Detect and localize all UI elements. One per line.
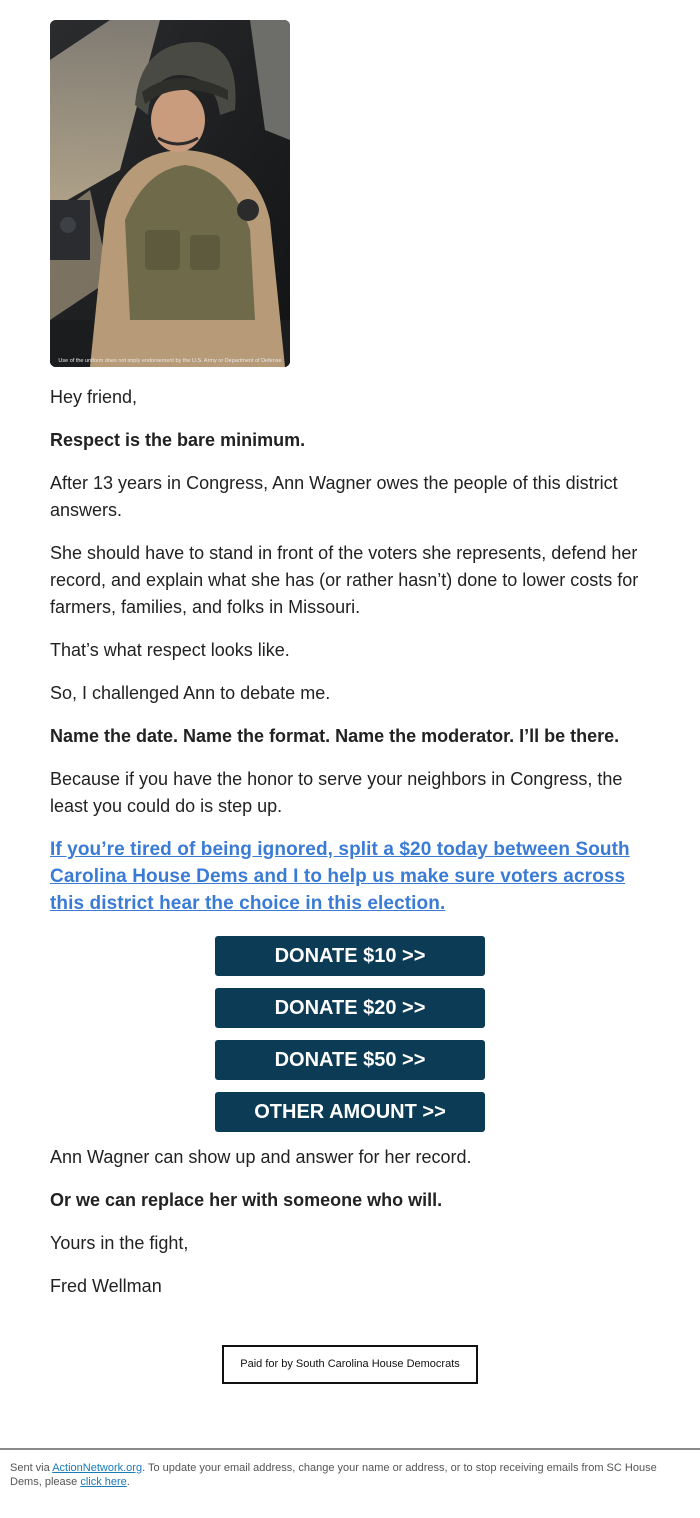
footer-divider [0, 1448, 700, 1450]
sign-off-text: Yours in the fight, [50, 1233, 189, 1253]
footer-middle-text: . To update your email address, change your name or address, or to stop receiving emails from SC House Dems, please [10, 1462, 657, 1488]
pilot-photo-image [50, 20, 290, 367]
hero-photo [50, 20, 290, 367]
donate-50-button[interactable]: DONATE $50 >> [215, 1040, 485, 1080]
split-donation-link[interactable]: If you’re tired of being ignored, split a $20 today between South Carolina House Dems and I to help us make sure voters across this district hear the choice in this election. [50, 839, 630, 914]
donate-20-button[interactable]: DONATE $20 >> [215, 988, 485, 1028]
footer-sent-via-text: Sent via [10, 1462, 53, 1474]
photo-disclaimer: Use of the uniform does not imply endorsement by the U.S. Army or Department of Defense [58, 358, 282, 364]
unsubscribe-click-here-link[interactable]: click here [80, 1476, 127, 1488]
respect-headline: Respect is the bare minimum. [50, 430, 306, 450]
footer-end-text: . [126, 1476, 130, 1488]
respect-looks-paragraph: That’s what respect looks like. [50, 640, 290, 660]
email-footer [10, 1461, 680, 1489]
name-the-date-paragraph: Name the date. Name the format. Name the moderator. I’ll be there. [50, 726, 620, 746]
replace-paragraph: Or we can replace her with someone who will. [50, 1190, 443, 1210]
stand-paragraph: She should have to stand in front of the voters she represents, defend her record, and explain what she has (or rather hasn’t) done to lower costs for farmers, families, and folks in Missouri. [50, 543, 639, 617]
signature-name: Fred Wellman [50, 1276, 162, 1296]
donate-button-group [50, 936, 650, 1132]
show-up-paragraph: Ann Wagner can show up and answer for her record. [50, 1147, 472, 1167]
actionnetwork-link[interactable]: ActionNetwork.org [52, 1462, 143, 1474]
other-amount-button[interactable]: OTHER AMOUNT >> [215, 1092, 485, 1132]
because-paragraph: Because if you have the honor to serve your neighbors in Congress, the least you could do is step up. [50, 769, 623, 816]
congress-paragraph: After 13 years in Congress, Ann Wagner owes the people of this district answers. [50, 473, 618, 520]
greeting-text: Hey friend, [50, 387, 138, 407]
paid-for-disclaimer: Paid for by South Carolina House Democrats [222, 1345, 478, 1384]
paid-for-section [0, 1345, 700, 1384]
email-body [50, 20, 650, 1300]
challenge-paragraph: So, I challenged Ann to debate me. [50, 683, 331, 703]
donate-10-button[interactable]: DONATE $10 >> [215, 936, 485, 976]
